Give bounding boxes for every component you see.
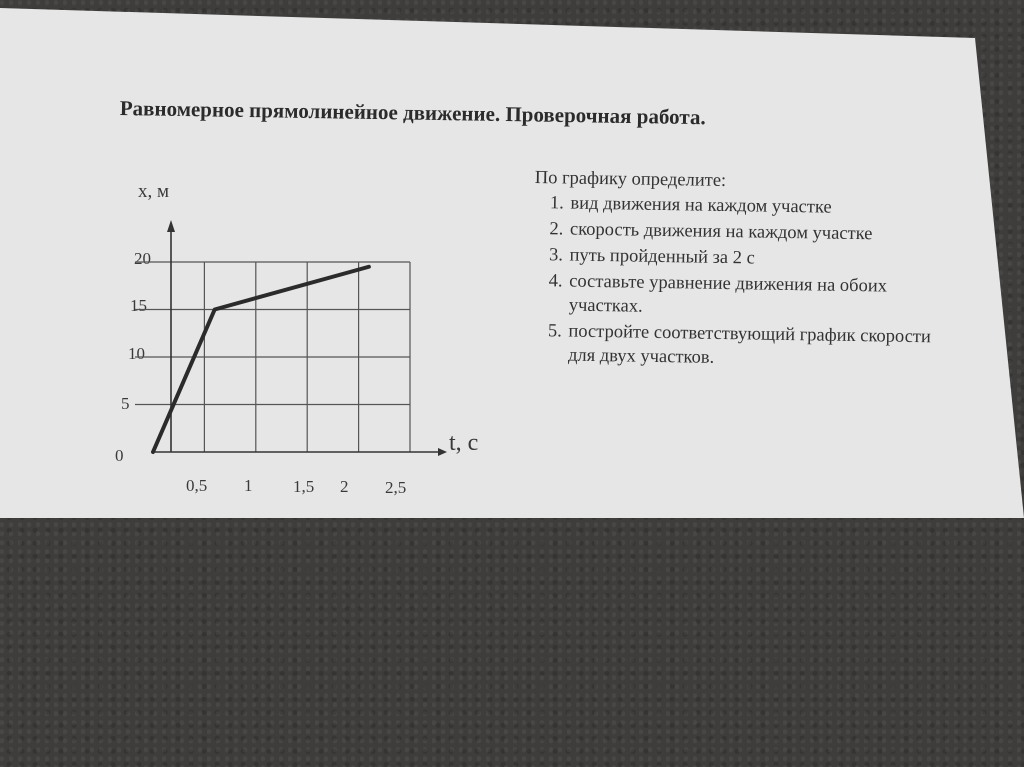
task-item: 1. вид движения на каждом участке bbox=[568, 192, 944, 222]
x-tick-label: 1,5 bbox=[293, 477, 315, 496]
y-tick-label: 5 bbox=[121, 394, 130, 413]
task-item: 3. путь пройденный за 2 с bbox=[567, 244, 943, 274]
series-line bbox=[153, 267, 369, 452]
task-intro: По графику определите: bbox=[534, 167, 727, 192]
y-tick-label: 20 bbox=[134, 249, 151, 268]
y-tick-label: 10 bbox=[128, 344, 145, 363]
x-axis-label: t, c bbox=[449, 430, 479, 456]
task-item: 5. постройте соответствующий график скорости для двух участков. bbox=[566, 320, 943, 374]
x-axis-arrow-icon bbox=[438, 448, 447, 456]
x-tick-label: 1 bbox=[244, 476, 253, 495]
y-tick-label: 0 bbox=[115, 446, 124, 465]
x-tick-label: 2,5 bbox=[385, 478, 407, 497]
worksheet-title: Равномерное прямолинейное движение. Проверочная работа. bbox=[119, 96, 706, 130]
task-item: 4. составьте уравнение движения на обоих участках. bbox=[567, 270, 944, 324]
y-axis-label: x, м bbox=[138, 181, 170, 202]
y-axis-arrow-icon bbox=[167, 220, 175, 232]
y-tick-label: 15 bbox=[130, 296, 147, 315]
task-item: 2. скорость движения на каждом участке bbox=[568, 218, 944, 248]
x-tick-label: 2 bbox=[340, 477, 349, 496]
x-tick-label: 0,5 bbox=[186, 476, 208, 495]
